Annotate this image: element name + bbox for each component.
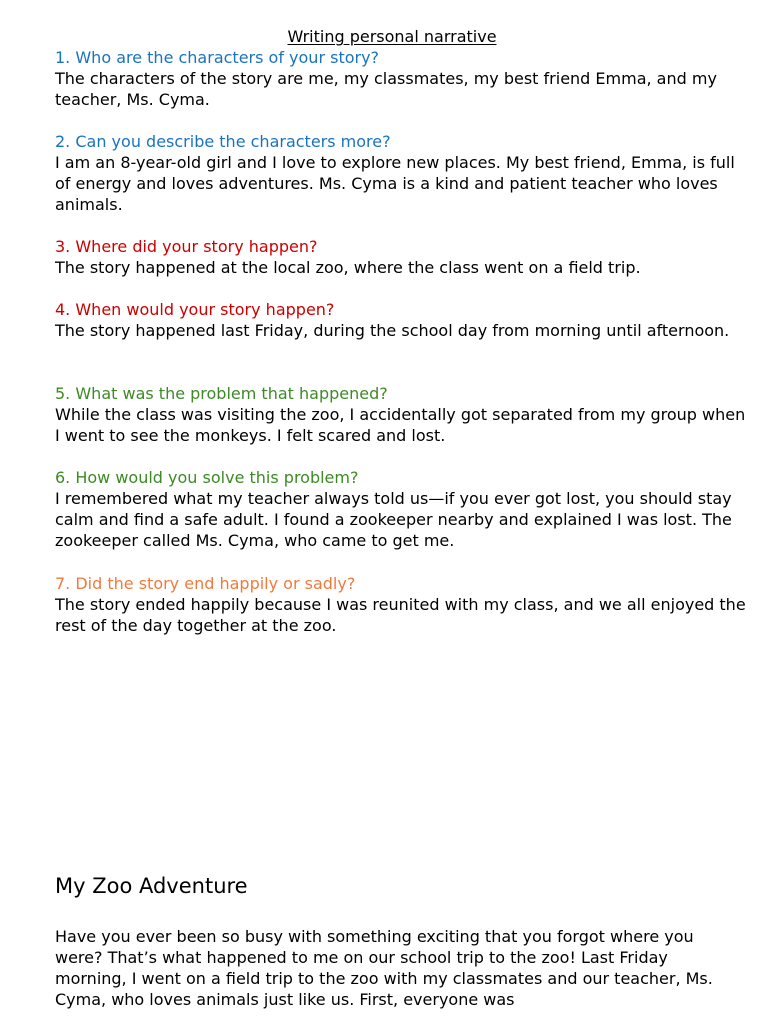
answer-5: While the class was visiting the zoo, I accidentally got separated from my group when I went to see the monkeys. I felt scared and lost. bbox=[55, 405, 746, 445]
answer-1: The characters of the story are me, my classmates, my best friend Emma, and my teacher, Ms. Cyma. bbox=[55, 69, 717, 109]
answer-4: The story happened last Friday, during the school day from morning until afternoon. bbox=[55, 321, 730, 340]
qa-item-4 bbox=[55, 299, 755, 341]
question-3: 3. Where did your story happen? bbox=[55, 237, 318, 256]
question-1: 1. Who are the characters of your story? bbox=[55, 48, 380, 67]
qa-item-2 bbox=[55, 131, 755, 215]
answer-6: I remembered what my teacher always told us—if you ever got lost, you should stay calm and find a safe adult. I found a zookeeper nearby and explained I was lost. The zookeeper called Ms. Cyma, who came to get me. bbox=[55, 489, 732, 550]
answer-2: I am an 8-year-old girl and I love to explore new places. My best friend, Emma, is full of energy and loves adventures. Ms. Cyma is a kind and patient teacher who loves animals. bbox=[55, 153, 735, 214]
story-body: Have you ever been so busy with something exciting that you forgot where you were? That’s what happened to me on our school trip to the zoo! Last Friday morning, I went on a field trip to the zoo with my classmates and our teacher, Ms. Cyma, who loves animals just like us. First, everyone was bbox=[55, 927, 713, 1009]
question-2: 2. Can you describe the characters more? bbox=[55, 132, 391, 151]
answer-3: The story happened at the local zoo, where the class went on a field trip. bbox=[55, 258, 641, 277]
question-5: 5. What was the problem that happened? bbox=[55, 384, 388, 403]
question-4: 4. When would your story happen? bbox=[55, 300, 335, 319]
document-title: Writing personal narrative bbox=[287, 27, 497, 46]
answer-7: The story ended happily because I was reunited with my class, and we all enjoyed the rest of the day together at the zoo. bbox=[55, 595, 746, 635]
qa-item-3 bbox=[55, 236, 755, 278]
qa-item-5 bbox=[55, 383, 755, 446]
qa-item-7 bbox=[55, 573, 755, 636]
qa-item-1 bbox=[55, 47, 755, 110]
story-title: My Zoo Adventure bbox=[55, 874, 248, 898]
question-7: 7. Did the story end happily or sadly? bbox=[55, 574, 356, 593]
qa-item-6 bbox=[55, 467, 755, 551]
question-6: 6. How would you solve this problem? bbox=[55, 468, 359, 487]
